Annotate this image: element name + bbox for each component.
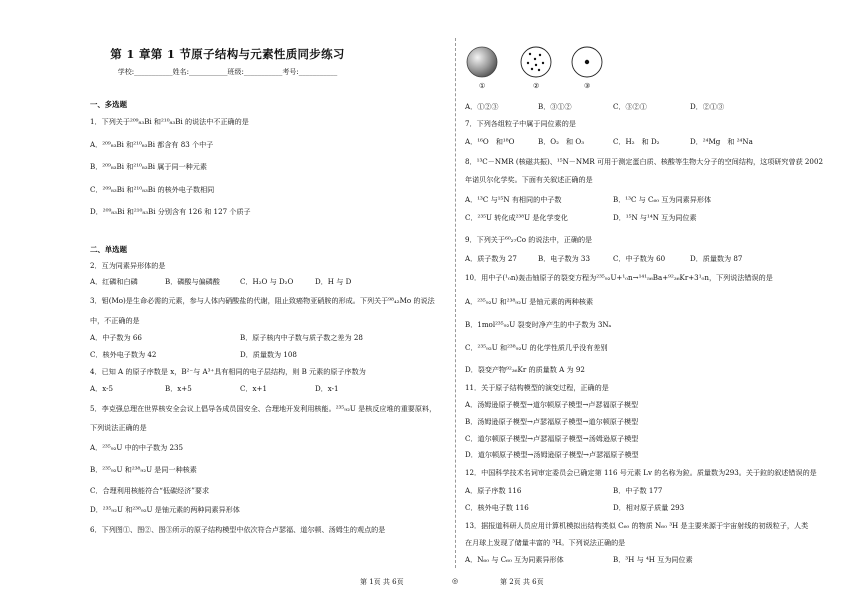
model-label-3: ③ bbox=[584, 82, 591, 90]
q12-option-c: C．核外电子数 116 bbox=[465, 503, 529, 512]
q5-option-b: B．²³⁵₉₂U 和²³⁸₉₂U 是同一种核素 bbox=[90, 465, 197, 474]
q11-option-b: B．汤姆逊原子模型→卢瑟福原子模型→道尔顿原子模型 bbox=[465, 417, 639, 426]
q11-option-d: D．道尔顿原子模型→汤姆逊原子模型→卢瑟福原子模型 bbox=[465, 450, 639, 459]
q1-stem: 1．下列关于²⁰⁹₈₃Bi 和²¹⁰₈₃Bi 的说法中不正确的是 bbox=[90, 117, 249, 126]
q1-option-b: B．²⁰⁹₈₃Bi 和²¹⁰₈₃Bi 属于同一种元素 bbox=[90, 162, 207, 171]
student-info-line: 学校:___________姓名:___________班级:___________考号:___________ bbox=[117, 68, 338, 76]
q11-option-c: C．道尔顿原子模型→卢瑟福原子模型→汤姆逊原子模型 bbox=[465, 434, 639, 443]
q5-stem-line1: 5．李克强总理在世界核安全会议上倡导各成员国安全、合理地开发利用核能。²³⁵₉₂U 是核反应堆的重要原料， bbox=[90, 404, 437, 413]
q9-option-d: D．质量数为 87 bbox=[690, 254, 743, 263]
q3-option-a: A．中子数为 66 bbox=[90, 333, 142, 342]
q6-option-b: B．③①② bbox=[538, 102, 572, 111]
q13-stem-line1: 13．据报道科研人员应用计算机模拟出结构类似 C₆₀ 的物质 N₆₀ ³H 是主要来源于宇宙射线的初级粒子，人类 bbox=[465, 521, 809, 530]
q2-option-a: A．红磷和白磷 bbox=[90, 277, 138, 286]
model-label-2: ② bbox=[533, 82, 540, 90]
q9-option-c: C．中子数为 60 bbox=[613, 254, 666, 263]
q3-option-b: B．原子核内中子数与质子数之差为 28 bbox=[240, 333, 363, 342]
page-title: 第 1 章第 1 节原子结构与元素性质同步练习 bbox=[110, 47, 345, 61]
q1-option-c: C．²⁰⁹₈₃Bi 和²¹⁰₈₃Bi 的核外电子数相同 bbox=[90, 185, 215, 194]
q5-option-a: A．²³⁵₉₂U 中的中子数为 235 bbox=[90, 443, 184, 452]
q13-option-a: A．N₆₀ 与 C₆₀ 互为同素异形体 bbox=[465, 555, 564, 564]
q8-option-c: C．²³⁵U 转化成²³⁸U 是化学变化 bbox=[465, 213, 568, 222]
q10-option-b: B．1mol²³⁵₉₂U 裂变时净产生的中子数为 3Nₐ bbox=[465, 320, 612, 329]
q9-option-a: A．质子数为 27 bbox=[465, 254, 517, 263]
q13-stem-line2: 在月球上发现了储量丰富的 ³H。下列说法正确的是 bbox=[465, 538, 626, 547]
q4-stem: 4．已知 A 的原子序数是 x，B²⁻与 A³⁺具有相同的电子层结构，则 B 元素的原子序数为 bbox=[90, 367, 366, 376]
q1-option-a: A．²⁰⁹₈₃Bi 和²¹⁰₈₃Bi 都含有 83 个中子 bbox=[90, 140, 214, 149]
right-page bbox=[455, 0, 860, 608]
q5-stem-line2: 下列说法正确的是 bbox=[90, 423, 147, 432]
q7-stem: 7．下列各组粒子中属于同位素的是 bbox=[465, 119, 576, 128]
q8-option-a: A．¹³C 与¹⁵N 有相同的中子数 bbox=[465, 195, 562, 204]
q6-stem: 6．下列图①、图②、图③所示的原子结构模型中依次符合卢瑟福、道尔顿、汤姆生的观点的是 bbox=[90, 525, 386, 534]
q13-option-b: B．³H 与 ⁴H 互为同位素 bbox=[613, 555, 693, 564]
q2-stem: 2．互为同素异形体的是 bbox=[90, 261, 166, 270]
q11-option-a: A．汤姆逊原子模型→道尔顿原子模型→卢瑟福原子模型 bbox=[465, 400, 639, 409]
q8-option-b: B．¹³C 与 C₆₀ 互为同素异形体 bbox=[613, 195, 712, 204]
q11-stem: 11．关于原子结构模型的演变过程，正确的是 bbox=[465, 383, 609, 392]
q4-option-c: C．x+1 bbox=[240, 384, 267, 393]
q10-option-d: D．裂变产物⁹²₃₆Kr 的质量数 A 为 92 bbox=[465, 365, 585, 374]
section-single-choice: 二、单选题 bbox=[90, 245, 127, 254]
model-label-1: ① bbox=[479, 82, 486, 90]
q4-option-a: A．x-5 bbox=[90, 384, 114, 393]
q7-option-d: D．²⁴Mg 和 ²⁴Na bbox=[690, 137, 753, 146]
q12-option-a: A．原子序数 116 bbox=[465, 486, 522, 495]
q8-stem-line2: 年诺贝尔化学奖。下面有关叙述正确的是 bbox=[465, 175, 593, 184]
q3-option-c: C．核外电子数为 42 bbox=[90, 350, 157, 359]
q8-stem-line1: 8．¹³C－NMR (核磁共振)、¹⁵N－NMR 可用于测定蛋白质、核酸等生物大分子的空间结构，这项研究曾获 2002 bbox=[465, 157, 823, 166]
q5-option-c: C．合理利用核能符合“低碳经济”要求 bbox=[90, 486, 210, 495]
q6-option-c: C．③②① bbox=[613, 102, 647, 111]
q12-stem: 12．中国科学技术名词审定委员会已确定第 116 号元素 Lv 的名称为鉝。质量数为293。关于鉝的叙述错误的是 bbox=[465, 468, 817, 477]
section-multi-choice: 一、多选题 bbox=[90, 100, 127, 109]
q5-option-d: D．²³⁵₉₂U 和²³⁸₉₂U 是铀元素的两种同素异形体 bbox=[90, 505, 240, 514]
q4-option-b: B．x+5 bbox=[165, 384, 192, 393]
footer-page-right: 第 2页 共 6页 bbox=[500, 578, 544, 586]
q6-option-d: D．②①③ bbox=[690, 102, 725, 111]
footer-page-left: 第 1页 共 6页 bbox=[360, 578, 404, 586]
q1-option-d: D．²⁰⁹₈₃Bi 和²¹⁰₈₃Bi 分别含有 126 和 127 个质子 bbox=[90, 207, 251, 216]
footer-separator: ◎ bbox=[452, 577, 459, 585]
q6-option-a: A．①②③ bbox=[465, 102, 499, 111]
q10-option-c: C．²³⁵₉₂U 和²³⁸₉₂U 的化学性质几乎没有差别 bbox=[465, 343, 608, 352]
q4-option-d: D．x-1 bbox=[315, 384, 339, 393]
q7-option-c: C．H₂ 和 D₂ bbox=[613, 137, 660, 146]
q8-option-d: D．¹⁵N 与¹⁴N 互为同位素 bbox=[613, 213, 697, 222]
q3-option-d: D．质量数为 108 bbox=[240, 350, 297, 359]
q7-option-b: B．O₂ 和 O₃ bbox=[538, 137, 585, 146]
q7-option-a: A．¹⁶O 和¹⁸O bbox=[465, 137, 515, 146]
q3-stem-line2: 中，不正确的是 bbox=[90, 316, 140, 325]
q3-stem-line1: 3．钼(Mo)是生命必需的元素，参与人体内硝酸盐的代谢，阻止致癌物亚硝胺的形成。下列关于⁹⁸₄₂Mo 的说法 bbox=[90, 296, 435, 305]
q10-stem: 10．用中子(¹₀n)轰击铀原子的裂变方程为²³⁵₉₂U+¹₀n→¹⁴¹₅₆Ba+⁹²₃₆Kr+3¹₀n，下列说法错误的是 bbox=[465, 273, 773, 282]
q2-option-d: D．H 与 D bbox=[315, 277, 352, 286]
q12-option-b: B．中子数 177 bbox=[613, 486, 663, 495]
q2-option-c: C．H₂O 与 D₂O bbox=[240, 277, 294, 286]
q2-option-b: B．磷酸与偏磷酸 bbox=[165, 277, 220, 286]
q10-option-a: A．²³⁵₉₂U 和²³⁸₉₂U 是铀元素的两种核素 bbox=[465, 297, 594, 306]
q9-stem: 9．下列关于⁶⁰₂₇Co 的说法中，正确的是 bbox=[465, 235, 593, 244]
q9-option-b: B．电子数为 33 bbox=[538, 254, 590, 263]
q12-option-d: D．相对原子质量 293 bbox=[613, 503, 685, 512]
